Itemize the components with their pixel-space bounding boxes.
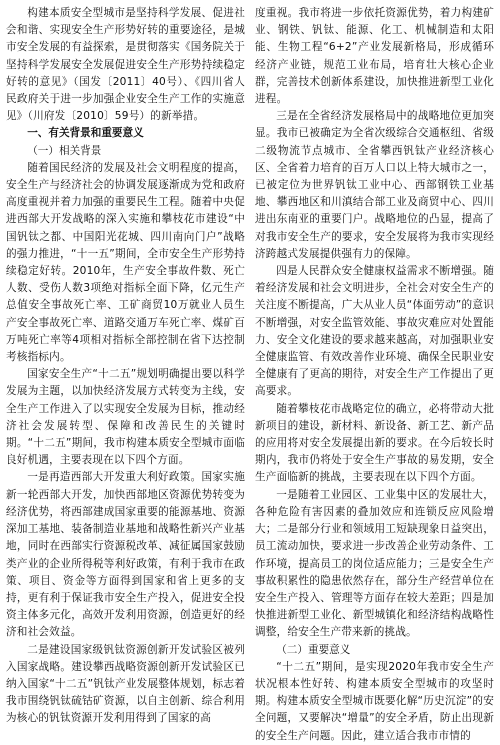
- paragraph-challenges: 随着攀枝花市战略定位的确立，必将带动大批新项目的建设，新材料、新设备、新工艺、新产品的应用将对安全发展提出新的要求。在今后较长时期内，我市仍将处于安全生产事故的易发期，安全生产面临新的挑战，主要表现在以下四个方面。: [255, 402, 494, 484]
- paragraph-challenge-list: 一是随着工业园区、工业集中区的发展壮大，各种危险有害因素的叠加效应和连锁反应风险增大；二是部分行业和领域用工短缺现象日益突出，员工流动加快，要求进一步改善企业劳动条件、工作环境，提高员工的岗位适应能力；三是安全生产事故积累性的隐患依然存在，部分生产经营单位在安全生产投入、管理等方面存在较大差距；四是加快推进新型工业化、新型城镇化和经济结构战略性调整，给安全生产带来新的挑战。: [255, 488, 494, 639]
- subsection-heading-significance: （二）重要意义: [276, 643, 351, 656]
- paragraph-significance: “十二五”期间，是实现2020年我市安全生产状况根本性好转、构建本质安全型城市的攻坚时期。构建本质安全型城市既要化解“历史沉淀”的安全问题，又要解决“增量”的安全矛盾，防止出现新的安全生产问题。因此，建立适合我市市情的: [255, 660, 494, 742]
- intro-paragraph: 构建本质安全型城市是坚持科学发展、促进社会和谐、实现安全生产形势好转的重要途径，是城市安全发展的有益探索，是贯彻落实《国务院关于坚持科学发展安全发展促进安全生产形势持续稳定好转的意见》（国发〔2011〕40号）、《四川省人民政府关于进一步加强企业安全生产工作的实施意见》（川府发〔2010〕59号）的新举措。: [6, 7, 245, 123]
- paragraph-point-four: 四是人民群众安全健康权益需求不断增强。随着经济发展和社会文明进步，全社会对安全生产的关注度不断提高，广大从业人员“体面劳动”的意识不断增强，对安全监管效能、事故灾难应对处置能力、安全文化建设的要求越来越高，对加强职业安全健康监管、有效改善作业环境、确保全民职业安全健康有了更高的期待，对安全生产工作提出了更高要求。: [255, 265, 494, 398]
- left-column: [6, 5, 245, 725]
- right-column: [255, 5, 494, 742]
- paragraph-continued: 度重视。我市将进一步依托资源优势，着力构建矿业、钢铁、钒钛、能源、化工、机械制造和太阳能、生物工程“6+2”产业发展新格局，形成循环经济产业链，规范工业布局，培育壮大核心企业群，完善技术创新体系建设，加快推进新型工业化进程。: [255, 7, 494, 106]
- paragraph-point-one: 一是再造西部大开发重大利好政策。国家实施新一轮西部大开发，加快西部地区资源优势转变为经济优势，将西部建成国家重要的能源基地、资源深加工基地、装备制造业基地和战略性新兴产业基地，同时在西部实行资源税改革、减征属国家鼓励类产业的企业所得税等利好政策，有利于我市在政策、项目、资金等方面得到国家和省上更多的支持，更有利于保证我市安全生产投入，促进安全投资主体多元化，高效开发利用资源，创造更好的经济和社会效益。: [6, 471, 245, 639]
- paragraph-opportunities: 国家安全生产“十二五”规划明确提出要以科学发展为主题，以加快经济发展方式转变为主线，安全生产工作进入了以实现安全发展为目标，推动经济社会发展转型、保障和改善民生的关键时期。“十二五”期间，我市构建本质安全型城市面临良好机遇，主要表现在以下四个方面。: [6, 368, 245, 467]
- paragraph-point-three: 三是在全省经济发展格局中的战略地位更加突显。我市已被确定为全省次级综合交通枢纽、省级二级物流节点城市、全省攀西钒钛产业经济核心区、全省着力培育的百万人口以上特大城市之一，已被定位为世界钒钛工业中心、西部钢铁工业基地、攀西地区和川滇结合部工业及商贸中心、四川进出东南亚的重要门户。战略地位的凸显，提高了对我市安全生产的要求，安全发展将为我市实现经济跨越式发展提供强有力的保障。: [255, 110, 494, 260]
- paragraph-background: 随着国民经济的发展及社会文明程度的提高，安全生产与经济社会的协调发展逐渐成为党和政府高度重视并着力加强的重要民生工程。随着中央促进西部大开发战略的深入实施和攀枝花市建设“中国钒钛之都、中国阳光花城、四川南向门户”战略的强力推进，“十一五”期间，全市安全生产形势持续稳定好转。2010年，生产安全事故件数、死亡人数、受伤人数3项绝对指标全面下降，亿元生产总值安全事故死亡率、工矿商贸10万就业人员生产安全事故死亡率、道路交通万车死亡率、煤矿百万吨死亡率等4项相对指标全部控制在省下达控制考核指标内。: [6, 161, 245, 364]
- subsection-heading-background: （一）相关背景: [27, 144, 102, 157]
- section-heading-background: 一、有关背景和重要意义: [27, 127, 144, 140]
- paragraph-point-two: 二是建设国家级钒钛资源创新开发试验区被列入国家战略。建设攀西战略资源创新开发试验区已纳入国家“十二五”钒钛产业发展整体规划，标志着我市围绕钒钛硫钴矿资源，以自主创新、综合利用为核心的钒钛资源开发利用得到了国家的高: [6, 643, 245, 725]
